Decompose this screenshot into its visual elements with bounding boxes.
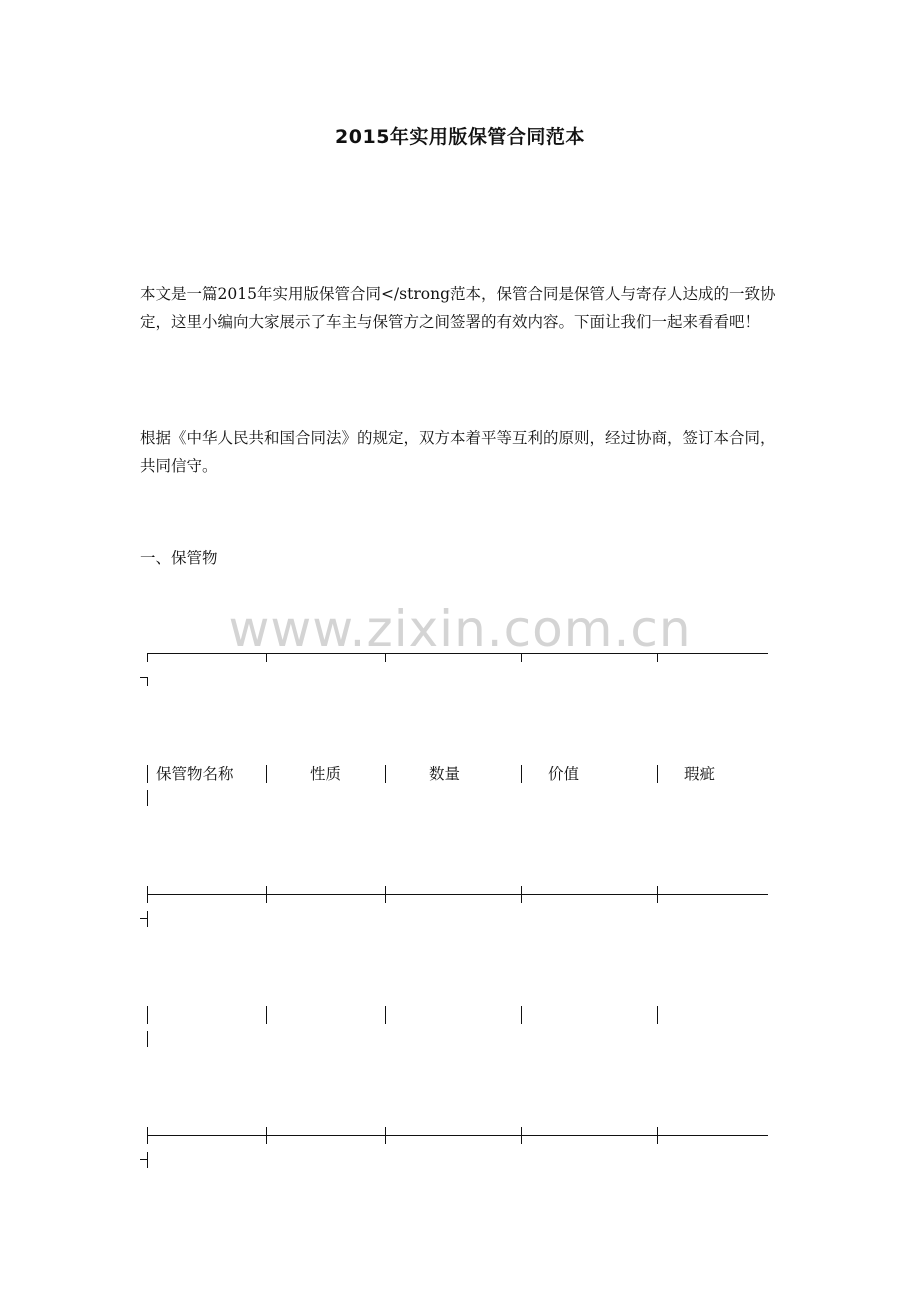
table-tick [266, 1127, 267, 1144]
header-cell-defect: 瑕疵 [684, 765, 716, 783]
table-separator [385, 1006, 386, 1024]
table-bottom-border [147, 1135, 768, 1136]
table-separator [657, 765, 658, 783]
table-corner [140, 677, 147, 678]
table-separator [521, 1006, 522, 1024]
table-tick [385, 1127, 386, 1144]
header-cell-name: 保管物名称 [156, 765, 234, 783]
table-separator [266, 1006, 267, 1024]
table-tick [657, 653, 658, 662]
table-tick [147, 653, 148, 662]
table-tick [266, 886, 267, 903]
table-tick [657, 886, 658, 903]
table-separator [521, 765, 522, 783]
header-cell-value: 价值 [548, 765, 580, 783]
table-corner [147, 911, 148, 927]
table-middle-border [147, 894, 768, 895]
table-corner [140, 918, 147, 919]
table-tick [521, 653, 522, 662]
header-cell-nature: 性质 [310, 765, 342, 783]
table-separator [147, 1031, 148, 1047]
watermark: www.zixin.com.cn [228, 600, 692, 658]
table-separator [147, 765, 148, 783]
table-separator [147, 1006, 148, 1024]
table-tick [521, 1127, 522, 1144]
intro-paragraph: 本文是一篇2015年实用版保管合同</strong范本，保管合同是保管人与寄存人达成的一致协定，这里小编向大家展示了车主与保管方之间签署的有效内容。下面让我们一起来看看吧！ [140, 285, 776, 331]
table-tick [521, 886, 522, 903]
table-tick [657, 1127, 658, 1144]
header-cell-quantity: 数量 [429, 765, 461, 783]
table-tick [147, 1127, 148, 1144]
section-heading: 一、保管物 [140, 549, 218, 567]
table-top-border [147, 653, 768, 654]
table-corner [147, 1152, 148, 1168]
table-tick [266, 653, 267, 662]
table-corner [147, 677, 148, 686]
table-tick [147, 886, 148, 903]
table-tick [385, 886, 386, 903]
table-separator [147, 790, 148, 806]
preamble-paragraph: 根据《中华人民共和国合同法》的规定，双方本着平等互利的原则，经过协商，签订本合同，共同信守。 [140, 429, 776, 475]
table-separator [266, 765, 267, 783]
table-tick [385, 653, 386, 662]
table-separator [385, 765, 386, 783]
table-separator [657, 1006, 658, 1024]
table-corner [140, 1159, 147, 1160]
document-title: 2015年实用版保管合同范本 [335, 126, 585, 148]
